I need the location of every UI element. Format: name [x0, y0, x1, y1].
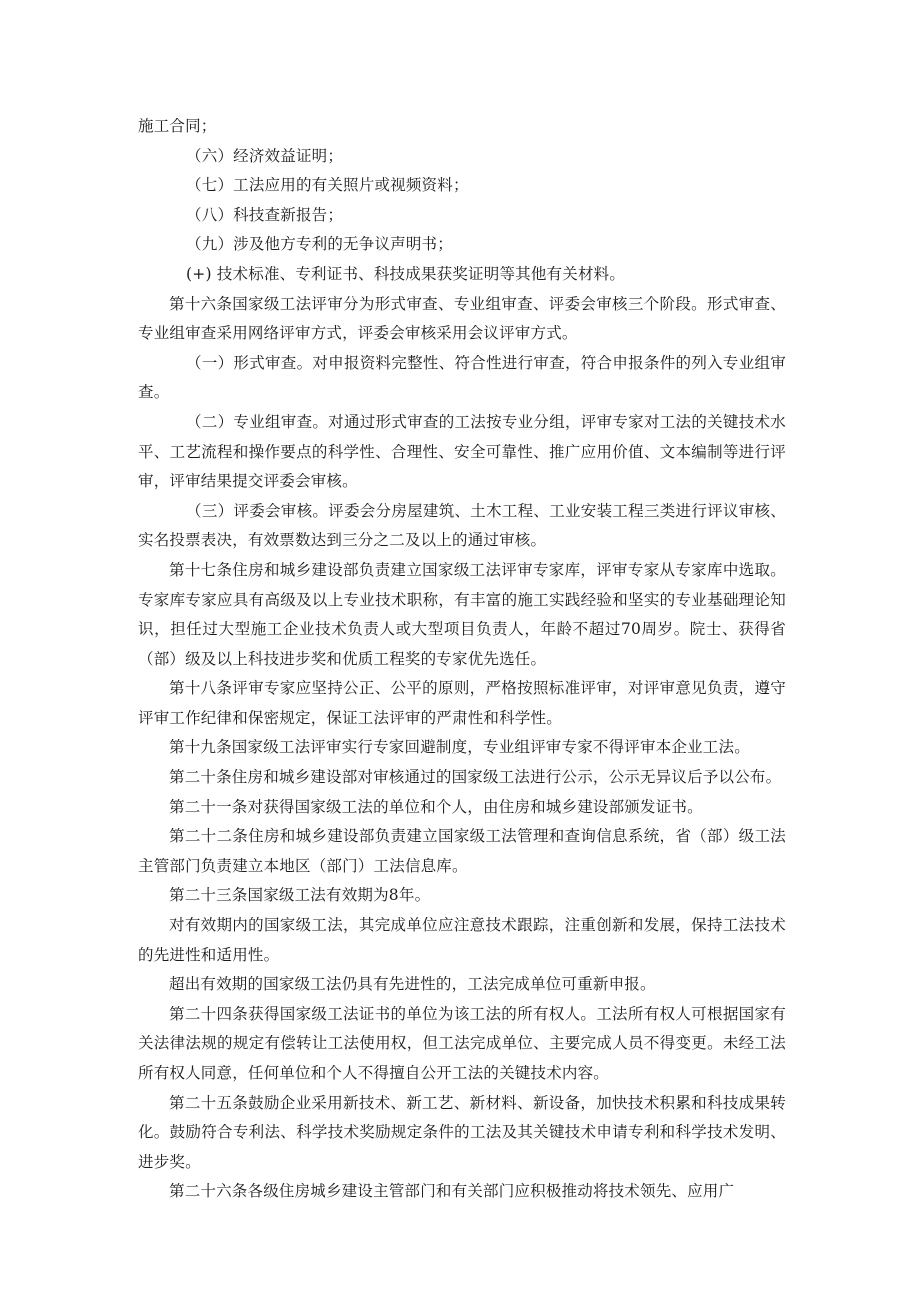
- article-23-para-3: 超出有效期的国家级工法仍具有先进性的，工法完成单位可重新申报。: [169, 975, 656, 994]
- paragraph-contract: 施工合同；: [138, 117, 217, 135]
- article-16-sub-2: （二）专业组审查。对通过形式审查的工法按专业分组，评审专家对工法的关键技术水平、工艺流程和操作要点的科学性、合理性、安全可靠性、推广应用价值、文本编制等进行评审，评审结果提交评委会审核。: [138, 412, 786, 491]
- article-17: 第十七条住房和城乡建设部负责建立国家级工法评审专家库，评审专家从专家库中选取。专家库专家应具有高级及以上专业技术职称，有丰富的施工实践经验和坚实的专业基础理论知识，担任过大型施工企业技术负责人或大型项目负责人，年龄不超过70周岁。院士、获得省（部）级及以上科技进步奖和优质工程奖的专家优先选任。: [138, 560, 786, 668]
- article-24: 第二十四条获得国家级工法证书的单位为该工法的所有权人。工法所有权人可根据国家有关法律法规的规定有偿转让工法使用权，但工法完成单位、主要完成人员不得变更。未经工法所有权人同意，任何单位和个人不得擅自公开工法的关键技术内容。: [138, 1004, 786, 1082]
- article-16-sub-1: （一）形式审查。对申报资料完整性、符合性进行审查，符合申报条件的列入专业组审查。: [138, 353, 786, 402]
- article-16: 第十六条国家级工法评审分为形式审查、专业组审查、评委会审核三个阶段。形式审查、专业组审查采用网络评审方式，评委会审核采用会议评审方式。: [138, 294, 786, 343]
- article-16-sub-3: （三）评委会审核。评委会分房屋建筑、土木工程、工业安装工程三类进行评议审核、实名投票表决，有效票数达到三分之二及以上的通过审核。: [138, 501, 786, 550]
- article-22: 第二十二条住房和城乡建设部负责建立国家级工法管理和查询信息系统，省（部）级工法主管部门负责建立本地区（部门）工法信息库。: [138, 827, 786, 875]
- article-20: 第二十条住房和城乡建设部对审核通过的国家级工法进行公示，公示无异议后予以公布。: [169, 768, 782, 787]
- document-page: [138, 112, 786, 1207]
- list-item-9: （九）涉及他方专利的无争议声明书；: [186, 235, 453, 254]
- list-item-6: （六）经济效益证明；: [186, 146, 344, 165]
- article-23: 第二十三条国家级工法有效期为8年。: [169, 886, 431, 905]
- article-23-para-2: 对有效期内的国家级工法，其完成单位应注意技术跟踪，注重创新和发展，保持工法技术的先进性和适用性。: [138, 916, 786, 964]
- article-18: 第十八条评审专家应坚持公正、公平的原则，严格按照标准评审，对评审意见负责，遵守评审工作纪律和保密规定，保证工法评审的严肃性和科学性。: [138, 679, 786, 727]
- list-item-8: （八）科技查新报告；: [186, 205, 344, 224]
- article-21: 第二十一条对获得国家级工法的单位和个人，由住房和城乡建设部颁发证书。: [169, 797, 703, 816]
- article-26: 第二十六条各级住房城乡建设主管部门和有关部门应积极推动将技术领先、应用广: [169, 1182, 735, 1201]
- article-25: 第二十五条鼓励企业采用新技术、新工艺、新材料、新设备，加快技术积累和科技成果转化。鼓励符合专利法、科学技术奖励规定条件的工法及其关键技术申请专利和科学技术发明、进步奖。: [138, 1093, 786, 1171]
- article-19: 第十九条国家级工法评审实行专家回避制度，专业组评审专家不得评审本企业工法。: [169, 738, 750, 757]
- list-item-7: （七）工法应用的有关照片或视频资料；: [186, 176, 469, 195]
- list-item-10: (+) 技术标准、专利证书、科技成果获奖证明等其他有关材料。: [186, 264, 626, 283]
